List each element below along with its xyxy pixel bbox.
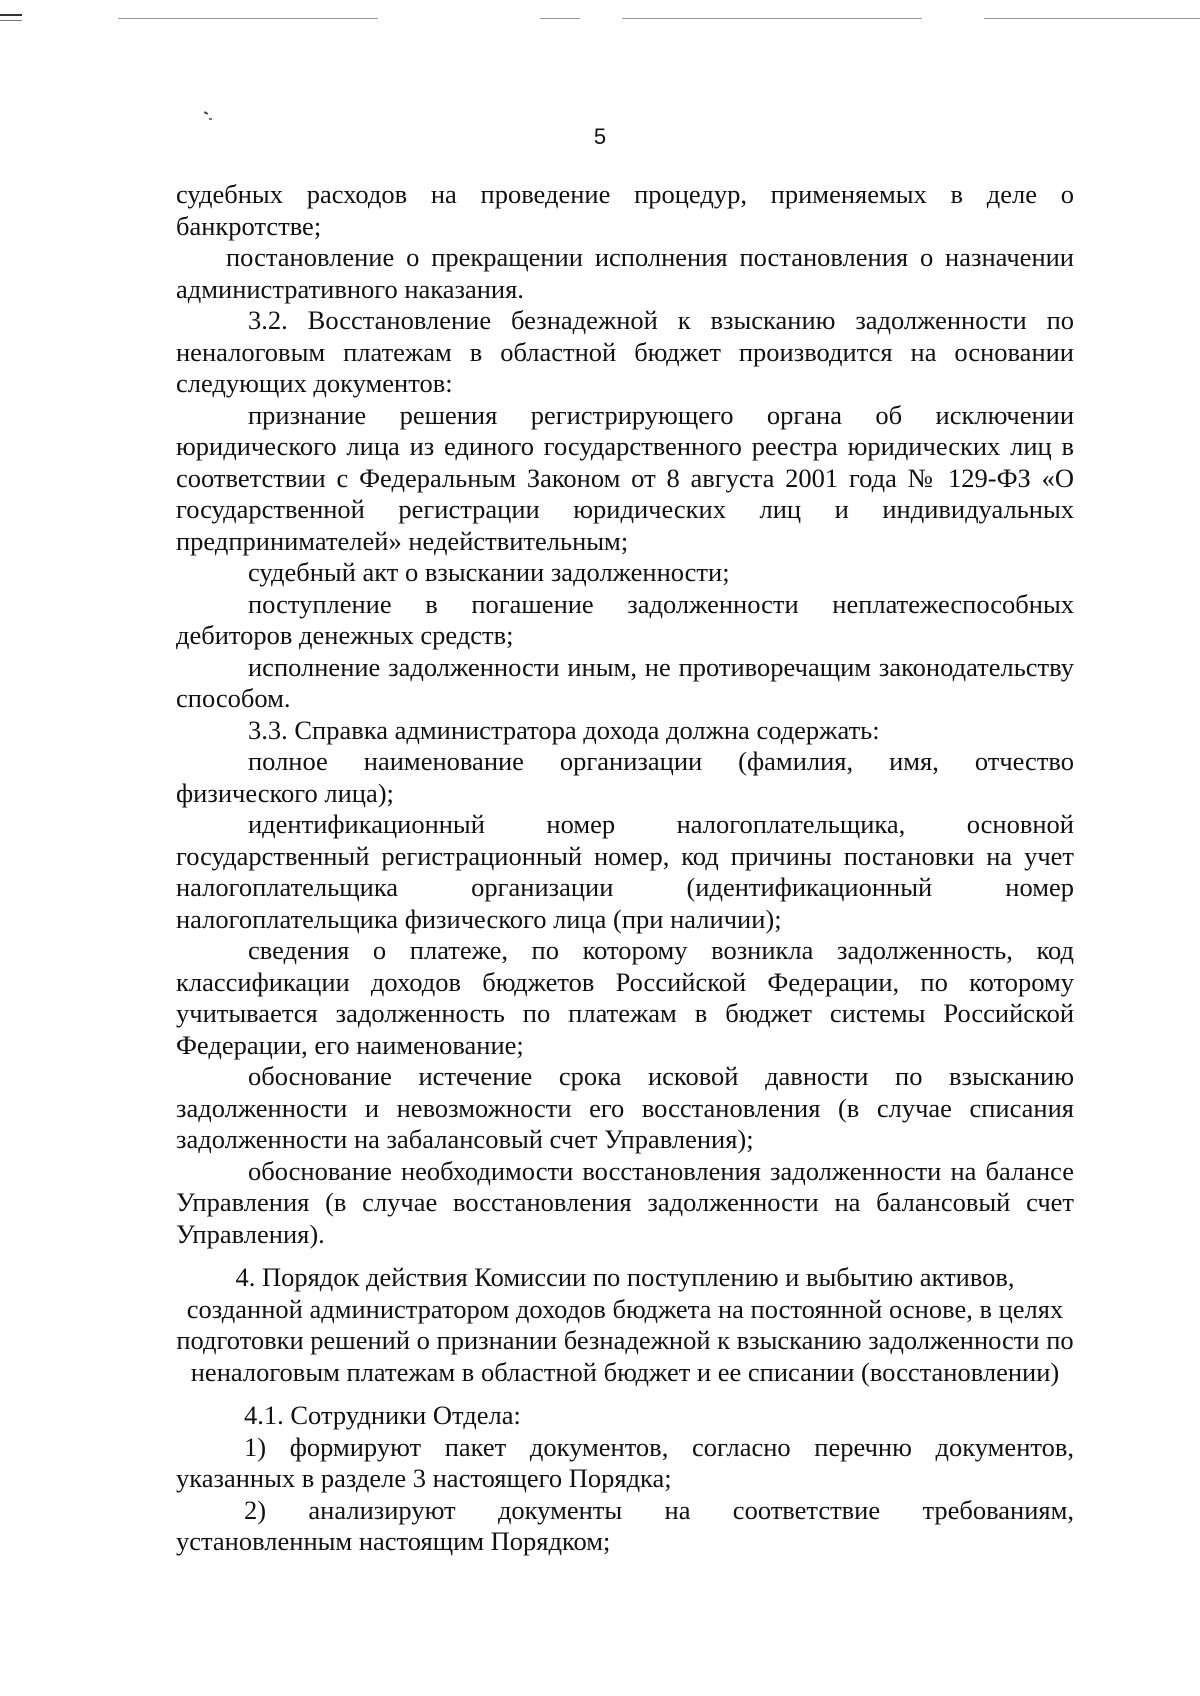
- paragraph: 3.3. Справка администратора дохода должна содержать:: [248, 714, 880, 745]
- scan-speck: [204, 112, 212, 122]
- paragraph: признание решения регистрирующего органа об исключении юридического лица из единого государственного реестра юридических лиц в соответствии с Федеральным Законом от 8 августа 2001 года № 129-ФЗ «О государственной регистрации юридических лиц и индивидуальных предпринимателей» недействительным;: [176, 399, 1074, 556]
- paragraph: сведения о платеже, по которому возникла задолженность, код классификации доходов бюджетов Российской Федерации, по которому учитывается задолженность по платежам в бюджет системы Российской Федерации, его наименование;: [176, 935, 1074, 1060]
- scan-edge-line: [984, 18, 1200, 19]
- paragraph: 1) формируют пакет документов, согласно перечню документов, указанных в разделе 3 настоящего Порядка;: [176, 1431, 1074, 1493]
- paragraph: исполнение задолженности иным, не противоречащим законодательству способом.: [176, 651, 1074, 713]
- paragraph: полное наименование организации (фамилия, имя, отчество физического лица);: [176, 746, 1074, 808]
- paragraph: идентификационный номер налогоплательщика, основной государственный регистрационный номер, код причины постановки на учет налогоплательщика организации (идентификационный номер налогоплательщика физического лица (при наличии);: [176, 809, 1074, 934]
- paragraph: 3.2. Восстановление безнадежной к взысканию задолженности по неналоговым платежам в областной бюджет производится на основании следующих документов:: [176, 305, 1074, 398]
- page-number: 5: [593, 124, 607, 149]
- paragraph: судебных расходов на проведение процедур, применяемых в деле о банкротстве;: [176, 179, 1074, 241]
- paragraph: постановление о прекращении исполнения постановления о назначении административного наказания.: [176, 242, 1074, 304]
- paragraph: обоснование истечение срока исковой давности по взысканию задолженности и невозможности его восстановления (в случае списания задолженности на забалансовый счет Управления);: [176, 1061, 1074, 1154]
- section-heading: 4. Порядок действия Комиссии по поступлению и выбытию активов, созданной администратором доходов бюджета на постоянной основе, в целях подготовки решений о признании безнадежной к взысканию задолженности по неналоговым платежам в областной бюджет и ее списании (восстановлении): [176, 1262, 1074, 1387]
- scan-edge-line: [622, 18, 922, 19]
- paragraph: 4.1. Сотрудники Отдела:: [244, 1400, 521, 1430]
- scan-edge-line: [540, 18, 580, 19]
- paragraph: поступление в погашение задолженности неплатежеспособных дебиторов денежных средств;: [176, 588, 1074, 650]
- scan-corner-mark: [0, 14, 22, 21]
- document-body: [176, 179, 1074, 1558]
- scan-edge-line: [118, 18, 378, 19]
- paragraph: обоснование необходимости восстановления задолженности на балансе Управления (в случае восстановления задолженности на балансовый счет Управления).: [176, 1155, 1074, 1249]
- paragraph: судебный акт о взыскании задолженности;: [248, 557, 730, 587]
- paragraph: 2) анализируют документы на соответствие требованиям, установленным настоящим Порядком;: [176, 1494, 1074, 1556]
